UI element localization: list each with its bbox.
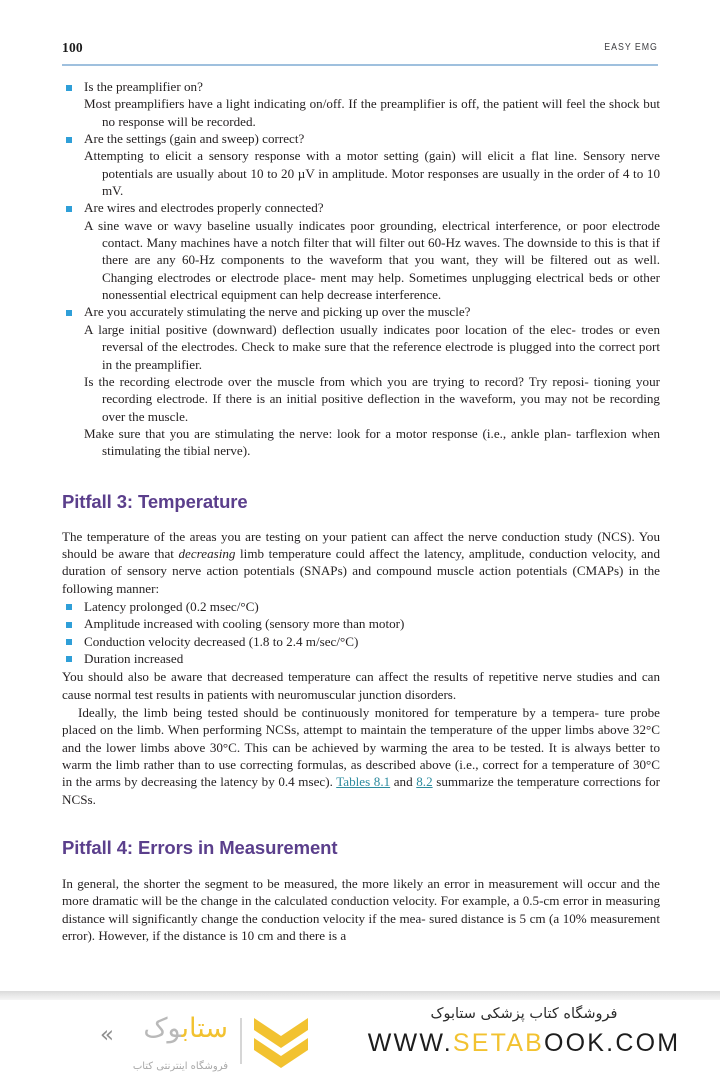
- logo-wordmark-gray: وک: [143, 1013, 182, 1044]
- checklist-answer: A sine wave or wavy baseline usually indicates poor grounding, electrical interference, or poor electrode contact. Many machines have a notch filter that will filter out 60-Hz waves. The downside to this is that if there are any 60-Hz components to the waveform that you want, they will be filtered out as well. Changing electrodes or electrode place- ment may help. Sometimes unplugging electrical beds or other nonessential electrical equipment can help decrease interference.: [84, 217, 661, 303]
- list-item: [62, 598, 660, 615]
- site-identity: [354, 1006, 694, 1058]
- double-chevron-icon: [252, 1016, 310, 1068]
- square-bullet-icon: [66, 656, 72, 662]
- list-item: [62, 650, 660, 667]
- url-suffix: OOK.COM: [544, 1029, 681, 1057]
- setabook-logo[interactable]: [60, 1008, 310, 1074]
- list-item: [62, 130, 660, 199]
- square-bullet-icon: [66, 310, 72, 316]
- checklist-answer-extra: Is the recording electrode over the muscle from which you are trying to record? Try reposi- tioning your recording electrode. If there is an initial positive deflection in the waveform, you may not be recording over the muscle.: [84, 373, 660, 424]
- list-item-label: Conduction velocity decreased (1.8 to 2.4 m/sec/°C): [84, 633, 359, 649]
- xref-table-8-2[interactable]: 8.2: [416, 774, 433, 790]
- url-prefix: WWW.: [367, 1029, 453, 1057]
- checklist-question: Is the preamplifier on?: [84, 79, 203, 94]
- list-item-label: Amplitude increased with cooling (sensory more than motor): [84, 616, 405, 632]
- pitfall3-after-bullets: You should also be aware that decreased temperature can affect the results of repetitive nerve studies and can cause normal test results in patients with neuromuscular junction disorders.: [62, 669, 660, 702]
- logo-wordmark: [143, 1014, 228, 1044]
- list-item-label: Duration increased: [84, 650, 184, 666]
- url-b: B: [525, 1029, 545, 1057]
- emphasis-decreasing: decreasing: [178, 545, 236, 561]
- list-item: [62, 615, 660, 632]
- logo-wordmark-gold: ستاب: [181, 1013, 228, 1044]
- square-bullet-icon: [66, 639, 72, 645]
- checklist-answer: Most preamplifiers have a light indicating on/off. If the preamplifier is off, the patient will feel the shock but no response will be recorded.: [84, 96, 661, 129]
- site-url[interactable]: [354, 1029, 694, 1058]
- book-title: EASY EMG: [604, 42, 658, 53]
- square-bullet-icon: [66, 622, 72, 628]
- checklist-question: Are you accurately stimulating the nerve and picking up over the muscle?: [84, 304, 471, 320]
- list-item: [62, 78, 660, 130]
- footer-separator: [0, 991, 720, 1000]
- guillemet-icon: «: [99, 1022, 114, 1048]
- square-bullet-icon: [66, 137, 72, 143]
- logo-subtitle: فروشگاه اینترنتی کتاب: [132, 1061, 228, 1072]
- list-item: [62, 633, 660, 650]
- checklist-answer-extra: Make sure that you are stimulating the nerve: look for a motor response (i.e., ankle plan- tarflexion when stimulating the tibial nerve).: [84, 425, 660, 459]
- list-item: [62, 199, 660, 303]
- pitfall4-body: In general, the shorter the segment to be measured, the more likely an error in measurement will occur and the more dramatic will be the change in the calculated conduction velocity. For example, a 0.5-cm error in measuring distance will significantly change the conduction velocity if the mea- sured distance is 5 cm (a 10% measurement error). However, if the distance is 10 cm and there is a: [62, 876, 660, 944]
- running-head: [62, 40, 658, 66]
- logo-divider: [240, 1018, 242, 1064]
- heading-pitfall-4: Pitfall 4: Errors in Measurement: [62, 837, 338, 859]
- heading-pitfall-3: Pitfall 3: Temperature: [62, 490, 248, 512]
- troubleshooting-checklist: [62, 78, 660, 460]
- header-rule: [62, 64, 658, 66]
- square-bullet-icon: [66, 604, 72, 610]
- xref-table-8-1[interactable]: Tables 8.1: [336, 774, 391, 790]
- square-bullet-icon: [66, 85, 72, 91]
- checklist-question: Are wires and electrodes properly connected?: [84, 200, 324, 216]
- pitfall3-closing: Ideally, the limb being tested should be continuously monitored for temperature by a tempera- ture probe placed on the limb. When performing NCSs, attempt to maintain the temperature of the upper limbs above 32°C and the lower limbs above 30°C. This can be achieved by warming the area to be tested. It is always better to warm the limb rather than to use correcting formulas, as described above (i.e., correct for a temperature of 30°C in the arms by decreasing the latency by 0.4 msec). Tables 8.1 and 8.2 summarize the temperature corrections for NCSs.: [62, 705, 661, 807]
- checklist-answer: Attempting to elicit a sensory response with a motor setting (gain) will elicit a flat line. Sensory nerve potentials are usually about 10 to 20 µV in amplitude. Motor responses are usually in the order of 4 to 10 mV.: [84, 148, 660, 199]
- temperature-effects-list: [62, 598, 660, 667]
- list-item-label: Latency prolonged (0.2 msec/°C): [84, 598, 259, 614]
- text-column: [62, 78, 660, 944]
- url-seta: SETA: [452, 1029, 526, 1057]
- checklist-answer: A large initial positive (downward) deflection usually indicates poor location of the elec- trodes or even reversal of the electrodes. Check to make sure that the reference electrode is plugged into the correct port in the preamplifier.: [84, 321, 660, 372]
- site-tagline: فروشگاه کتاب پزشکی ستابوک: [430, 1006, 618, 1022]
- page-number: 100: [62, 40, 83, 55]
- footer-watermark: [0, 1000, 720, 1080]
- checklist-question: Are the settings (gain and sweep) correct?: [84, 131, 305, 147]
- list-item: [62, 303, 660, 459]
- pitfall3-intro: The temperature of the areas you are testing on your patient can affect the nerve conduction study (NCS). You should be aware that decreasing limb temperature could affect the latency, amplitude, conduction velocity, and duration of sensory nerve action potentials (SNAPs) and compound muscle action potentials (CMAPs) in the following manner:: [62, 528, 661, 596]
- square-bullet-icon: [66, 206, 72, 212]
